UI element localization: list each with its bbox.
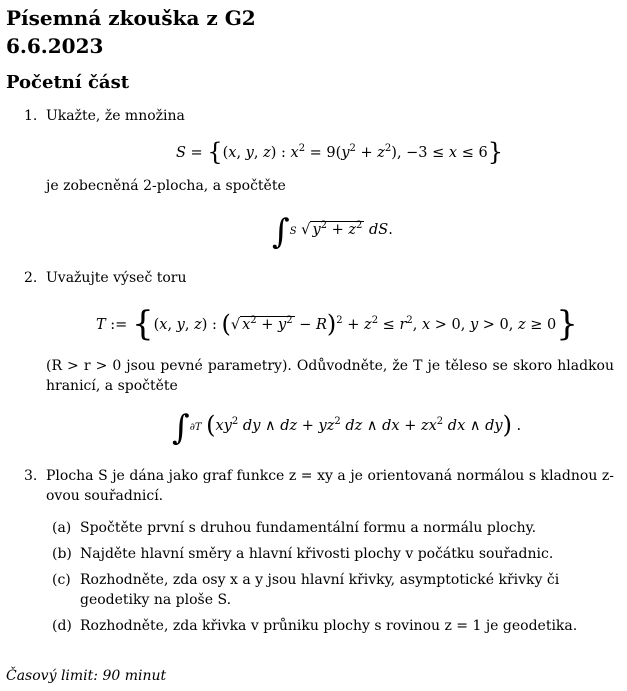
problem-3-text: Plocha S je dána jako graf funkce z = xy a je orientovaná normálou s kladnou z-ovou souřadnicí. [46,468,614,504]
problem-3a-label: (a) [52,520,72,536]
problem-3a-text: Spočtěte první s druhou fundamentální formu a normálu plochy. [80,520,537,536]
problem-3c-label: (c) [52,572,71,588]
problem-3b-label: (b) [52,546,72,562]
problem-1-integral: ∫S √ $y^2 + z^2$ dS. [272,212,393,252]
problem-2-integral: ∫∂T ($xy^2$ dy ∧ dz + $yz^2$ dz ∧ dx + $zx^2$ dx ∧ dy) . [172,408,522,448]
problem-3d-label: (d) [52,618,72,634]
problem-1-intro: Ukažte, že množina [46,108,185,124]
problem-1-text: je zobecněná 2-plocha, a spočtěte [46,178,286,194]
problem-1-number: 1. [24,108,38,124]
problem-2-text: (R > r > 0 jsou pevné parametry). Odůvodněte, že T je těleso se skoro hladkou hranicí, a spočtěte [46,358,614,394]
problem-3b-text: Najděte hlavní směry a hlavní křivosti plochy v počátku souřadnic. [80,546,554,562]
exam-date: 6.6.2023 [6,34,104,58]
problem-3c-text: Rozhodněte, zda osy x a y jsou hlavní křivky, asymptotické křivky či geodetiky na ploše S. [80,572,560,608]
problem-3d-text: Rozhodněte, zda křivka v průniku plochy s rovinou z = 1 je geodetika. [80,618,578,634]
problem-2-number: 2. [24,270,38,286]
problem-2-torus-formula: T := {(x, y, z) : (√ $x^2 + y^2 - R)^2 + z^2 \le r^2$, x > 0, y > 0, z ≥ 0} [96,304,578,344]
problem-1-set-formula: S = {(x, y, z) : $x^2 = 9(y^2 + z^2)$, −3 ≤ x ≤ 6} [176,138,503,166]
problem-3-number: 3. [24,468,38,484]
section-heading: Početní část [6,72,130,93]
time-limit: Časový limit: 90 minut [6,668,167,684]
exam-title: Písemná zkouška z G2 [6,6,256,30]
problem-2-intro: Uvažujte výseč toru [46,270,187,286]
